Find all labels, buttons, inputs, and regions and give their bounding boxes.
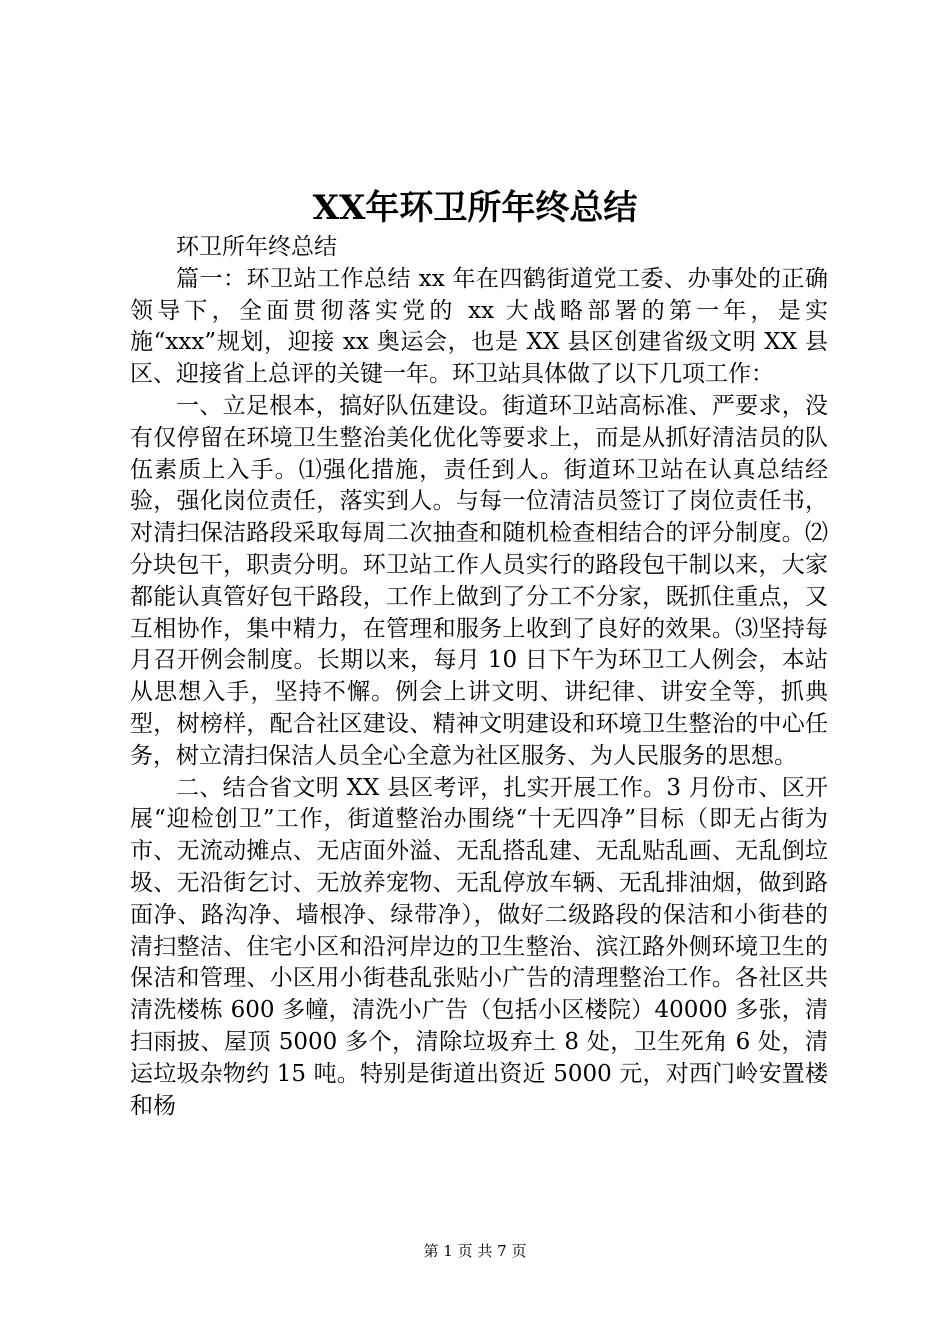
document-title: XX年环卫所年终总结	[312, 188, 638, 228]
intro-paragraph: 篇一：环卫站工作总结 xx 年在四鹤街道党工委、办事处的正确领导下，全面贯彻落实党的 xx 大战略部署的第一年，是实施“xxx”规划，迎接 xx 奥运会，也是 XX 县区创建省级文明 XX 县区、迎接省上总评的关键一年。环卫站具体做了以下几项工作：	[130, 265, 828, 388]
subtitle-paragraph: 环卫所年终总结	[176, 234, 337, 260]
document-body	[130, 232, 828, 1122]
page-number-footer: 第 1 页 共 7 页	[423, 1242, 527, 1260]
section-one-paragraph: 一、立足根本，搞好队伍建设。街道环卫站高标准、严要求，没有仅停留在环境卫生整治美化优化等要求上，而是从抓好清洁员的队伍素质上入手。⑴强化措施，责任到人。街道环卫站在认真总结经验，强化岗位责任，落实到人。与每一位清洁员签订了岗位责任书，对清扫保洁路段采取每周二次抽查和随机检查相结合的评分制度。⑵分块包干，职责分明。环卫站工作人员实行的路段包干制以来，大家都能认真管好包干路段，工作上做到了分工不分家，既抓住重点，又互相协作，集中精力，在管理和服务上收到了良好的效果。⑶坚持每月召开例会制度。长期以来，每月 10 日下午为环卫工人例会，本站从思想入手，坚持不懈。例会上讲文明、讲纪律、讲安全等，抓典型，树榜样，配合社区建设、精神文明建设和环境卫生整治的中心任务，树立清扫保洁人员全心全意为社区服务、为人民服务的思想。	[130, 392, 828, 769]
section-two-paragraph: 二、结合省文明 XX 县区考评，扎实开展工作。3 月份市、区开展“迎检创卫”工作，街道整治办围绕“十无四净”目标（即无占街为市、无流动摊点、无店面外溢、无乱搭乱建、无乱贴乱画、无乱倒垃圾、无沿街乞讨、无放养宠物、无乱停放车辆、无乱排油烟，做到路面净、路沟净、墙根净、绿带净），做好二级路段的保洁和小街巷的清扫整洁、住宅小区和沿河岸边的卫生整治、滨江路外侧环境卫生的保洁和管理、小区用小街巷乱张贴小广告的清理整治工作。各社区共清洗楼栋 600 多幢，清洗小广告（包括小区楼院）40000 多张，清扫雨披、屋顶 5000 多个，清除垃圾弃土 8 处，卫生死角 6 处，清运垃圾杂物约 15 吨。特别是街道出资近 5000 元，对西门岭安置楼和杨	[130, 774, 828, 1119]
